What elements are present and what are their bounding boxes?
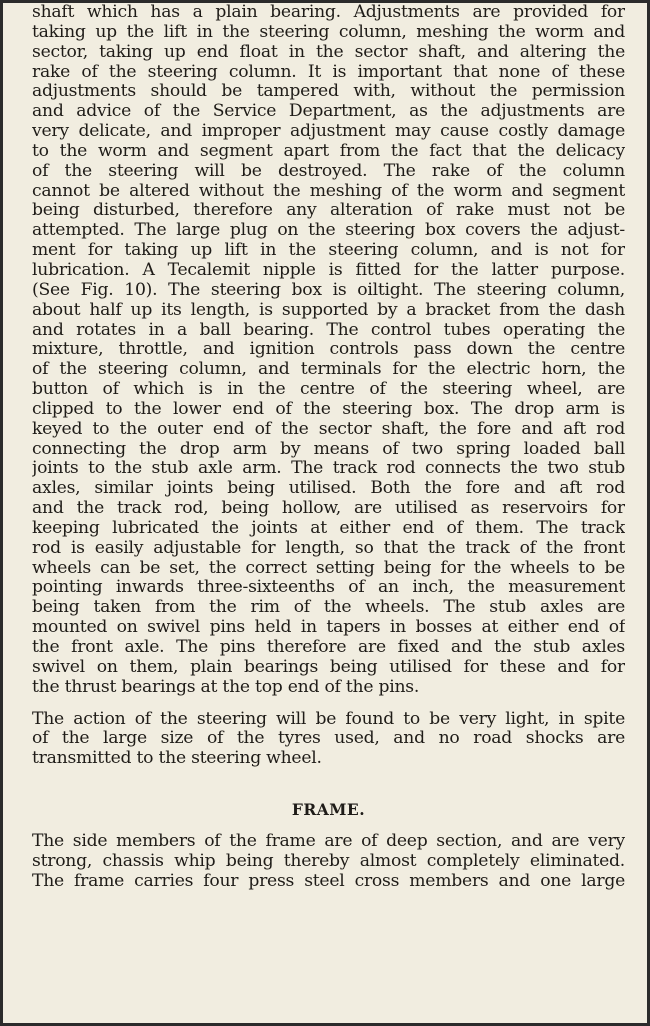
text-line: swivel on them, plain bearings being utilised for these and for bbox=[32, 657, 625, 677]
text-line: transmitted to the steering wheel. bbox=[32, 749, 322, 769]
text-line: strong, chassis whip being thereby almost completely eliminated. bbox=[32, 851, 625, 871]
text-line: keyed to the outer end of the sector shaft, the fore and aft rod bbox=[32, 419, 625, 439]
text-line: button of which is in the centre of the steering wheel, are bbox=[32, 380, 625, 400]
text-line: keeping lubricated the joints at either end of them. The track bbox=[32, 518, 625, 538]
body-paragraph-frame bbox=[32, 832, 625, 892]
text-line: axles, similar joints being utilised. Both the fore and aft rod bbox=[32, 479, 625, 499]
text-line: and the track rod, being hollow, are utilised as reservoirs for bbox=[32, 499, 625, 519]
text-line: adjustments should be tampered with, without the permission bbox=[32, 82, 625, 102]
body-paragraph-steering-action bbox=[32, 710, 625, 770]
text-line: and advice of the Service Department, as the adjustments are bbox=[32, 102, 625, 122]
text-line: The action of the steering will be found to be very light, in spite bbox=[32, 709, 625, 729]
text-line: the thrust bearings at the top end of the pins. bbox=[32, 677, 420, 697]
text-line: being disturbed, therefore any alteration of rake must not be bbox=[32, 201, 625, 221]
text-line: clipped to the lower end of the steering box. The drop arm is bbox=[32, 399, 625, 419]
text-line: cannot be altered without the meshing of the worm and segment bbox=[32, 181, 625, 201]
text-line: mixture, throttle, and ignition controls pass down the centre bbox=[32, 340, 625, 360]
text-line: of the steering will be destroyed. The rake of the column bbox=[32, 161, 625, 181]
text-line: sector, taking up end float in the sector shaft, and altering the bbox=[32, 42, 625, 62]
section-heading: FRAME. bbox=[291, 800, 366, 820]
body-paragraph-steering bbox=[32, 3, 625, 698]
text-line: about half up its length, is supported by a bracket from the dash bbox=[32, 300, 625, 320]
text-line: of the steering column, and terminals for the electric horn, the bbox=[32, 360, 625, 380]
text-line: shaft which has a plain bearing. Adjustments are provided for bbox=[32, 3, 625, 22]
text-line: connecting the drop arm by means of two spring loaded ball bbox=[32, 439, 625, 459]
text-line: ment for taking up lift in the steering column, and is not for bbox=[32, 241, 625, 261]
document-page bbox=[3, 3, 647, 1023]
text-line: pointing inwards three-sixteenths of an inch, the measurement bbox=[32, 578, 625, 598]
text-line: wheels can be set, the correct setting being for the wheels to be bbox=[32, 558, 625, 578]
text-line: attempted. The large plug on the steering box covers the adjust- bbox=[32, 221, 625, 241]
text-line: taking up the lift in the steering column, meshing the worm and bbox=[32, 22, 625, 42]
text-line: to the worm and segment apart from the fact that the delicacy bbox=[32, 141, 625, 161]
text-line: (See Fig. 10). The steering box is oiltight. The steering column, bbox=[32, 280, 625, 300]
text-line: the front axle. The pins therefore are fixed and the stub axles bbox=[32, 638, 625, 657]
text-line: rod is easily adjustable for length, so that the track of the front bbox=[32, 538, 625, 558]
text-line: The frame carries four press steel cross members and one large bbox=[32, 871, 625, 891]
text-line: being taken from the rim of the wheels. The stub axles are bbox=[32, 598, 625, 618]
text-line: lubrication. A Tecalemit nipple is fitted for the latter purpose. bbox=[32, 260, 625, 280]
text-line: very delicate, and improper adjustment may cause costly damage bbox=[32, 122, 625, 142]
text-line: The side members of the frame are of deep section, and are very bbox=[32, 832, 625, 852]
text-line: rake of the steering column. It is important that none of these bbox=[32, 62, 625, 82]
text-line: mounted on swivel pins held in tapers in bosses at either end of bbox=[32, 618, 625, 638]
text-line: and rotates in a ball bearing. The control tubes operating the bbox=[32, 320, 625, 340]
text-line: joints to the stub axle arm. The track rod connects the two stub bbox=[32, 459, 625, 479]
text-line: of the large size of the tyres used, and no road shocks are bbox=[32, 729, 625, 749]
